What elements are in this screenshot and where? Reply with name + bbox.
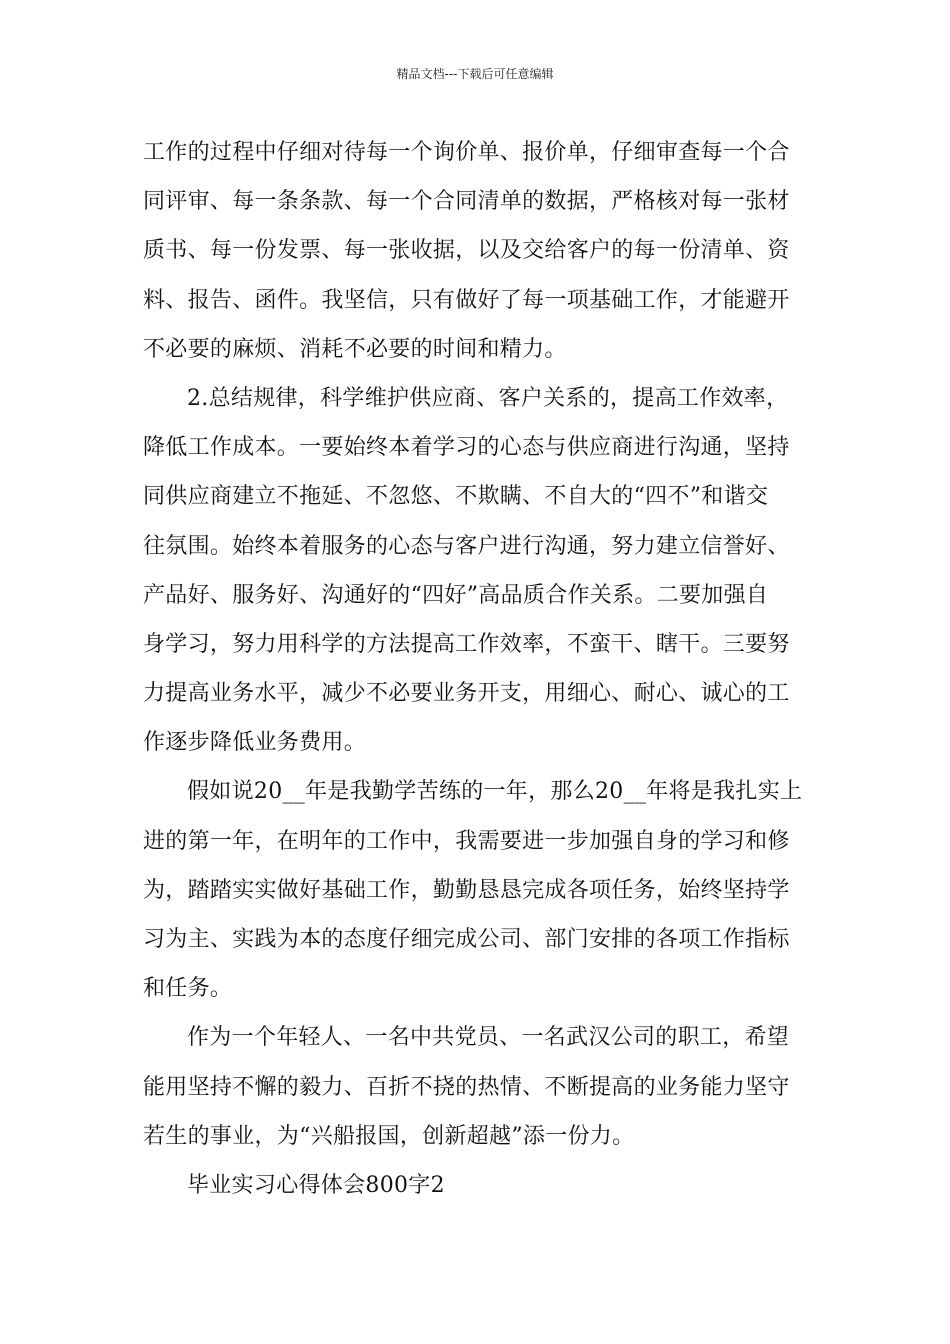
- section-heading: [143, 1161, 813, 1210]
- text-line: 和任务。: [143, 976, 233, 1002]
- text-line: 往氛围。始终本着服务的心态与客户进行沟通，努力建立信誉好、: [143, 533, 790, 559]
- text-line: 进的第一年，在明年的工作中，我需要进一步加强自身的学习和修: [143, 828, 790, 854]
- text-line: 质书、每一份发票、每一张收据，以及交给客户的每一份清单、资: [143, 238, 790, 264]
- document-body: [143, 128, 813, 1210]
- text-line: 假如说20__年是我勤学苦练的一年，那么20__年将是我扎实上: [187, 779, 803, 805]
- paragraph-1: [143, 128, 813, 374]
- text-line: 作逐步降低业务费用。: [143, 730, 367, 756]
- text-line: 若生的事业，为“兴船报国，创新超越”添一份力。: [143, 1123, 635, 1149]
- paragraph-4: [143, 1013, 813, 1161]
- page-header: 精品文档---下载后可任意编辑: [396, 67, 554, 81]
- text-line: 身学习，努力用科学的方法提高工作效率，不蛮干、瞎干。三要努: [143, 631, 790, 657]
- heading-line: 毕业实习心得体会800字2: [187, 1172, 445, 1198]
- text-line: 习为主、实践为本的态度仔细完成公司、部门安排的各项工作指标: [143, 927, 790, 952]
- paragraph-3: [143, 767, 813, 1013]
- text-line: 工作的过程中仔细对待每一个询价单、报价单，仔细审查每一个合: [143, 140, 790, 165]
- text-line: 不必要的麻烦、消耗不必要的时间和精力。: [143, 336, 567, 362]
- text-line: 同供应商建立不拖延、不忽悠、不欺瞒、不自大的“四不”和谐交: [143, 484, 769, 510]
- text-line: 作为一个年轻人、一名中共党员、一名武汉公司的职工，希望: [187, 1025, 790, 1051]
- text-line: 2.总结规律，科学维护供应商、客户关系的，提高工作效率，: [187, 385, 789, 411]
- text-line: 同评审、每一条条款、每一个合同清单的数据，严格核对每一张材: [143, 189, 790, 215]
- paragraph-2: [143, 374, 813, 768]
- text-line: 为，踏踏实实做好基础工作，勤勤恳恳完成各项任务，始终坚持学: [143, 877, 790, 903]
- text-line: 力提高业务水平，减少不必要业务开支，用细心、耐心、诚心的工: [143, 681, 790, 707]
- text-line: 降低工作成本。一要始终本着学习的心态与供应商进行沟通，坚持: [143, 435, 790, 461]
- text-line: 产品好、服务好、沟通好的“四好”高品质合作关系。二要加强自: [143, 582, 769, 608]
- text-line: 料、报告、函件。我坚信，只有做好了每一项基础工作，才能避开: [143, 287, 790, 313]
- text-line: 能用坚持不懈的毅力、百折不挠的热情、不断提高的业务能力坚守: [143, 1074, 790, 1100]
